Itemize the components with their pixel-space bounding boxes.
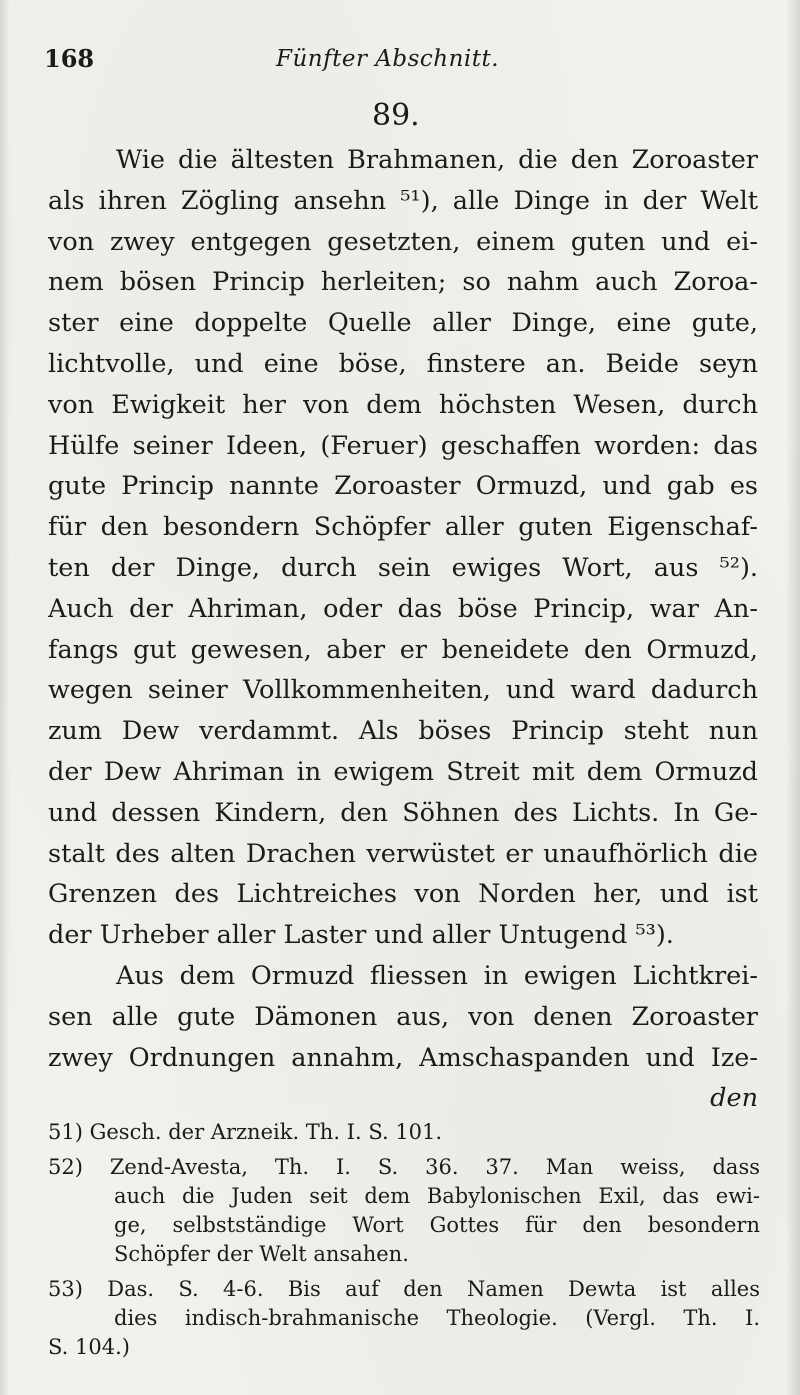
text-line: als ihren Zögling ansehn ⁵¹), alle Dinge in der Welt	[48, 185, 758, 216]
footnotes	[48, 1118, 760, 1362]
text-line: sen alle gute Dämonen aus, von denen Zoroaster	[48, 1001, 758, 1032]
page-right-edge-shadow	[786, 0, 800, 1395]
catchword: den	[710, 1083, 758, 1114]
text-line: nem bösen Princip herleiten; so nahm auch Zoroa-	[48, 267, 758, 298]
text-line: stalt des alten Drachen verwüstet er unaufhörlich die	[48, 838, 758, 869]
page-number: 168	[44, 44, 95, 73]
section-number: 89.	[372, 98, 420, 133]
text-line: von zwey entgegen gesetzten, einem guten und ei-	[48, 226, 758, 257]
text-line: Wie die ältesten Brahmanen, die den Zoroaster	[116, 145, 758, 175]
text-line: Auch der Ahriman, oder das böse Princip, war An-	[48, 593, 758, 624]
text-line: Aus dem Ormuzd fliessen in ewigen Lichtkrei-	[116, 960, 758, 991]
footnote-52: 52) Zend-Avesta, Th. I. S. 36. 37. Man weiss, dass	[48, 1155, 760, 1179]
page-header	[44, 44, 564, 78]
text-line: Grenzen des Lichtreiches von Norden her, und ist	[48, 879, 758, 910]
page-left-edge-shadow	[0, 0, 10, 1395]
text-line: von Ewigkeit her von dem höchsten Wesen, durch	[48, 389, 758, 420]
footnote-53-cont: S. 104.)	[48, 1335, 130, 1359]
text-line: für den besondern Schöpfer aller guten Eigenschaf-	[48, 512, 758, 543]
text-line: gute Princip nannte Zoroaster Ormuzd, und gab es	[48, 471, 758, 502]
text-line: der Dew Ahriman in ewigem Streit mit dem Ormuzd	[48, 756, 758, 787]
text-line: zum Dew verdammt. Als böses Princip steht nun	[48, 716, 758, 747]
text-line: zwey Ordnungen annahm, Amschaspanden und Ize-	[48, 1042, 758, 1073]
text-line: und dessen Kindern, den Söhnen des Lichts. In Ge-	[48, 797, 758, 828]
text-line: lichtvolle, und eine böse, finstere an. Beide seyn	[48, 348, 758, 379]
footnote-53-cont: dies indisch-brahmanische Theologie. (Vergl. Th. I.	[114, 1306, 760, 1330]
footnote-51: 51) Gesch. der Arzneik. Th. I. S. 101.	[48, 1120, 443, 1144]
footnote-52-cont: Schöpfer der Welt ansahen.	[114, 1242, 409, 1266]
footnote-52-cont: ge, selbstständige Wort Gottes für den besondern	[114, 1213, 760, 1237]
footnote-52-cont: auch die Juden seit dem Babylonischen Exil, das ewi-	[114, 1184, 760, 1208]
text-line: der Urheber aller Laster und aller Untugend ⁵³).	[48, 920, 674, 951]
running-title: Fünfter Abschnitt.	[276, 46, 500, 72]
text-line: Hülfe seiner Ideen, (Feruer) geschaffen worden: das	[48, 430, 758, 461]
text-line: wegen seiner Vollkommenheiten, und ward dadurch	[48, 675, 758, 706]
text-line: ster eine doppelte Quelle aller Dinge, eine gute,	[48, 308, 758, 339]
text-line: ten der Dinge, durch sein ewiges Wort, aus ⁵²).	[48, 552, 758, 583]
text-line: fangs gut gewesen, aber er beneidete den Ormuzd,	[48, 634, 758, 665]
main-text	[48, 140, 758, 1119]
footnote-53: 53) Das. S. 4-6. Bis auf den Namen Dewta ist alles	[48, 1277, 760, 1301]
